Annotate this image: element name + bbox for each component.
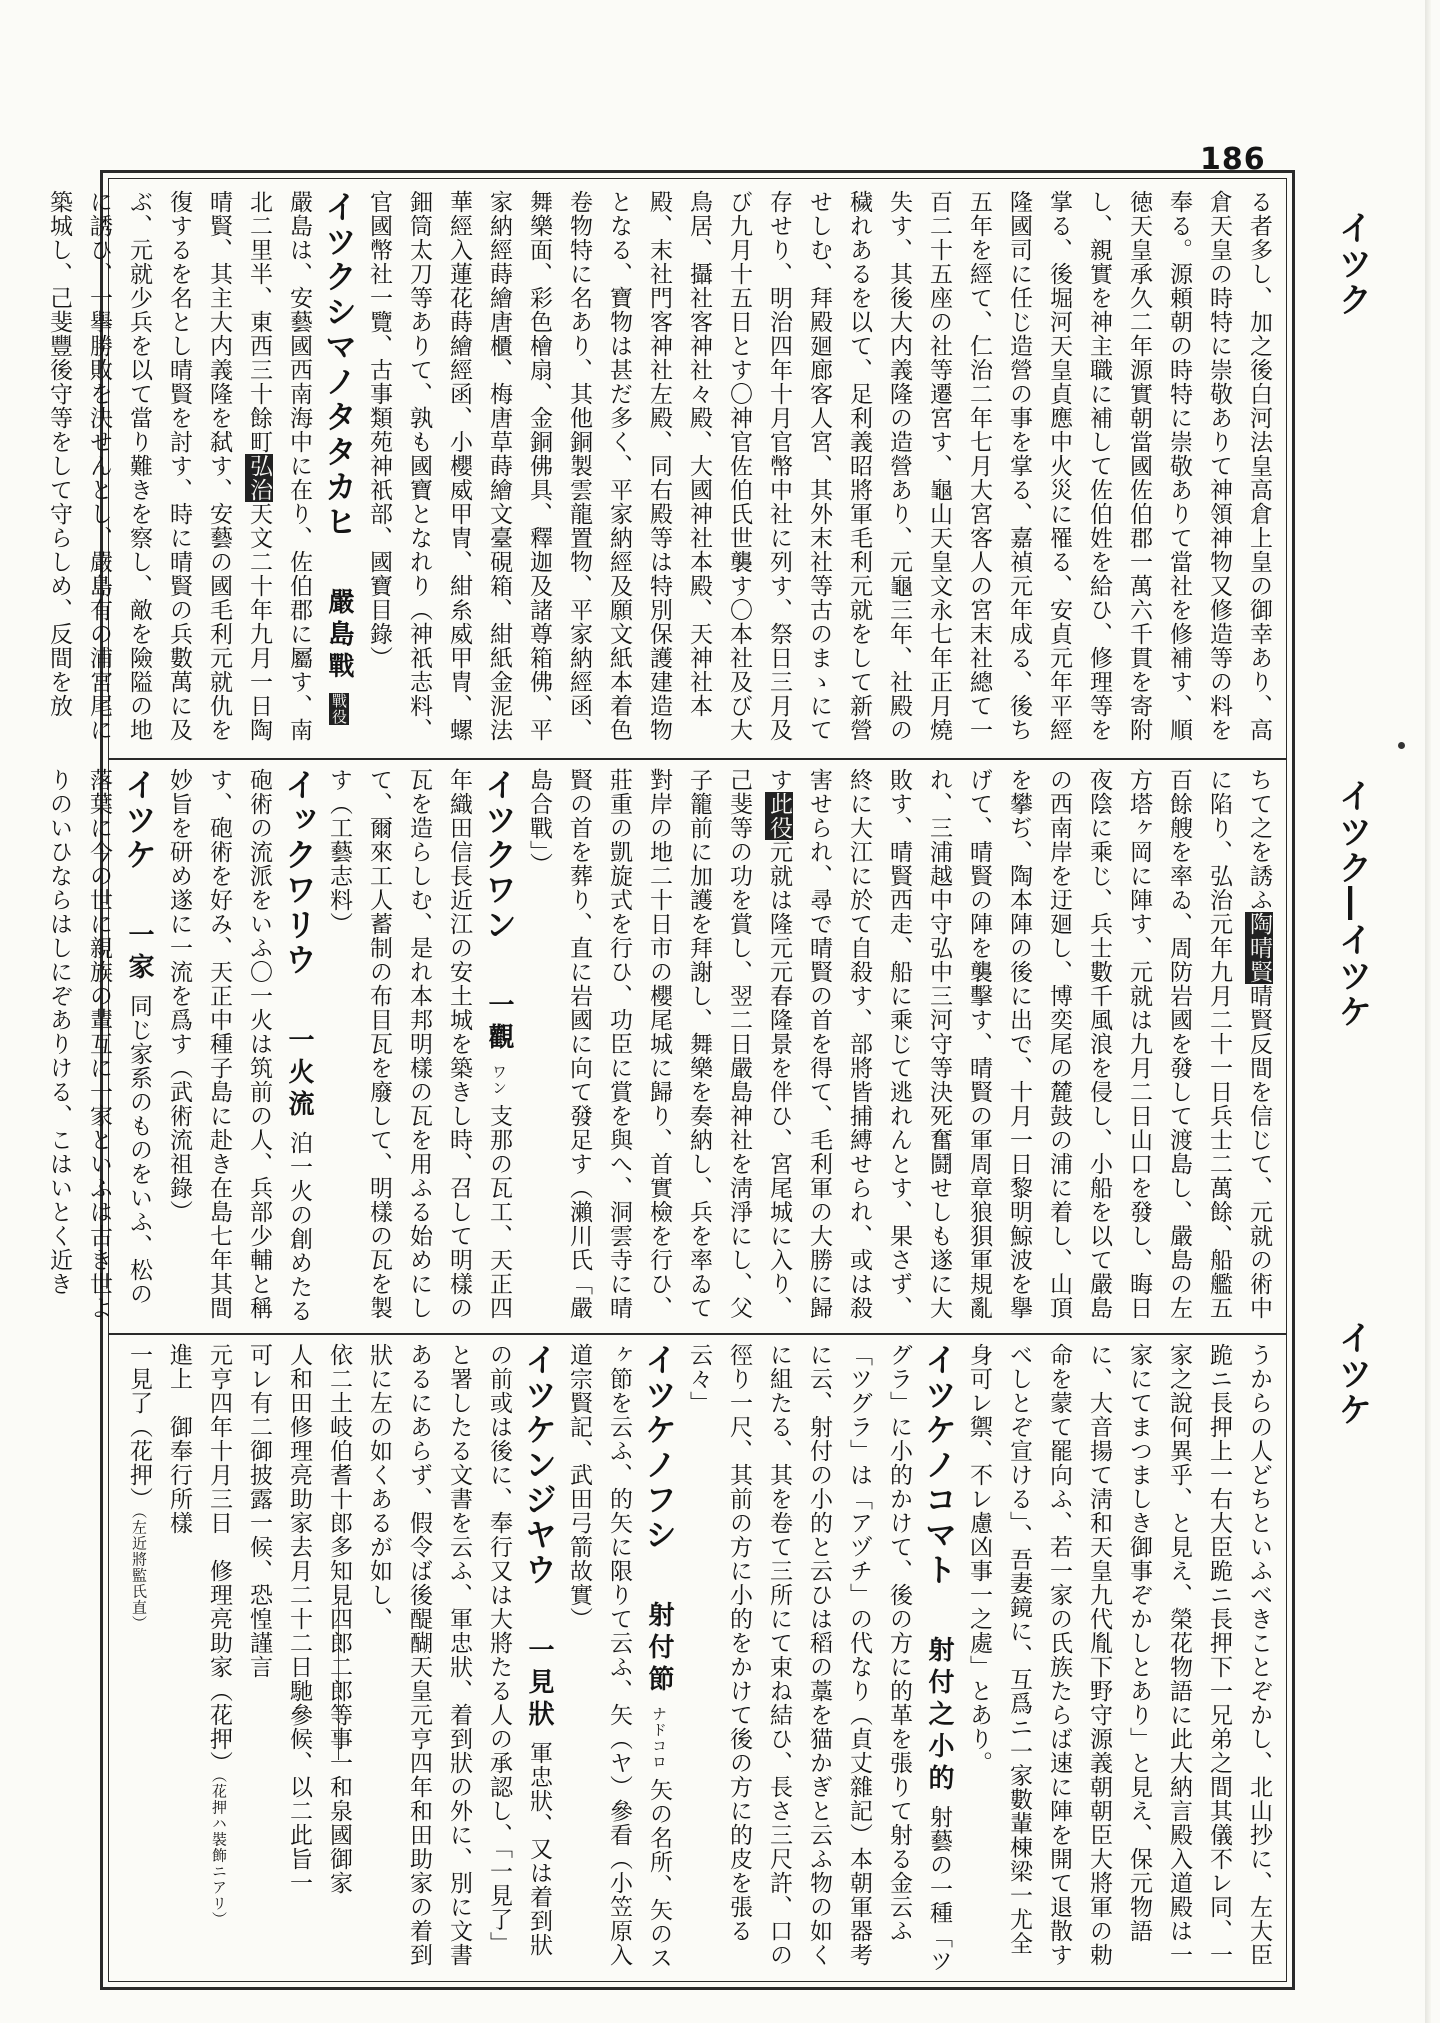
entry-kanji: 一觀 bbox=[484, 991, 514, 1056]
document-rule bbox=[338, 1600, 339, 1760]
page-number: 186 bbox=[1200, 142, 1266, 177]
running-head-bottom: イツケ bbox=[1332, 1320, 1372, 1428]
entry-headword: イツケ bbox=[120, 768, 158, 873]
entry-continuation: ちて之を誘ふ bbox=[1246, 768, 1272, 912]
band-divider-1 bbox=[108, 758, 1287, 760]
entry-kanji: 一火流 bbox=[284, 1026, 314, 1123]
quoted-document-line: 人和田修理亮助家去月二十二日馳參候、以二此旨一 bbox=[286, 1343, 312, 1895]
band-middle bbox=[46, 768, 1279, 1324]
entry-body: 軍忠狀、又は着到狀の前或は後に、奉行又は大將たる人の承認し、「一見了」と署したる文書を云ふ、軍忠狀、着到狀の外に、別に文書あるにあらず、假令ば後醍醐天皇元亨四年和田助家の着到狀に左の如くあるが如し、 bbox=[366, 1343, 552, 1967]
quoted-document-line: 一見了（花押） bbox=[126, 1343, 152, 1511]
band-divider-2 bbox=[108, 1333, 1287, 1335]
entry-kanji: 一見狀 bbox=[524, 1636, 554, 1733]
quoted-document-line: 元亨四年十月三日 修理亮助家（花押） bbox=[206, 1343, 232, 1775]
entry-kanji: 一家 bbox=[124, 921, 154, 986]
entry-kanji: 射付之小的 bbox=[924, 1636, 954, 1797]
margin-dot bbox=[1398, 742, 1405, 749]
ruby-note: ワン bbox=[490, 1063, 508, 1096]
page-edge-shadow bbox=[1425, 0, 1431, 2023]
entry-kanji: 射付節 bbox=[644, 1601, 674, 1698]
entry-continuation: る者多し、加之後白河法皇高倉上皇の御幸あり、高倉天皇の時特に崇敬ありて神領神物又修造等の料を奉る。源頼朝の時特に崇敬ありて當社を修補す、順徳天皇承久二年源實朝當國佐伯郡一萬六千貫を寄附し、親實を神主職に補して佐伯姓を給ひ、修理等を掌る、後堀河天皇貞應中火災に罹る、安貞元年平經隆國司に任じ造營の事を掌る、嘉禎元年成る、後ち五年を經て、仁治二年七月大宮客人の宮末社總て一百二十五座の社等遷宮す、龜山天皇文永七年正月燒失す、其後大内義隆の造營あり、元龜三年、社殿の穢れあるを以て、足利義昭將軍毛利元就をして新營せしむ、拜殿廻廊客人宮、其外末社等古のまゝにて存せり、明治四年十月官幣中社に列す、祭日三月及び九月十五日とす〇神官佐伯氏世襲す〇本社及び大鳥居、攝社客神社々殿、大國神社本殿、天神社本殿、末社門客神社左殿、同右殿等は特別保護建造物となる、寶物は甚だ多く、平家納經及願文紙本着色卷物特に名あり、其他銅製雲龍置物、平家納經函、舞樂面、彩色檜扇、金銅佛具、釋迦及諸尊箱佛、平家納經蒔繪唐櫃、梅唐草蒔繪文臺硯箱、紺紙金泥法華經入蓮花蒔繪經函、小櫻威甲冑、紺糸威甲冑、螺鈿筒太刀等ありて、孰も國寶となれり（神祇志料、官國幣社一覽、古事類苑神祇部、國寶目錄） bbox=[366, 190, 1272, 742]
inline-mark: 陶晴賢 bbox=[1246, 912, 1272, 984]
entry-body: 支那の瓦工、天正四年織田信長近江の安土城を築きし時、召して明樣の瓦を造らしむ、是れ本邦明樣の瓦を用ふる始めにして、爾來工人蓄制の布目瓦を廢して、明樣の瓦を製す（工藝志料） bbox=[326, 768, 512, 1320]
document-note: （左近將監氏直） bbox=[130, 1511, 148, 1632]
entry-body-rest: 天文二十年九月一日陶晴賢、其主大内義隆を弑す、安藝の國毛利元就仇を復するを名とし晴賢を討す、時に晴賢の兵數萬に及ぶ、元就少兵を以て當り難きを察し、敵を險隘の地に誘ひ、一擧勝敗を決せんとし、嚴島有の浦宮尾に築城し、己斐豐後守等をして守らしめ、反間を放 bbox=[46, 190, 272, 742]
entry-headword: イツケノフシ bbox=[640, 1343, 678, 1553]
entry-headword: イツケンジヤウ bbox=[520, 1343, 558, 1588]
inline-mark-b: 此役 bbox=[766, 792, 792, 840]
entry-continuation: うからの人どちといふべきことぞかし、北山抄に、左大臣跪ニ長押上一右大臣跪ニ長押下一兄弟之間其儀不レ同、一家之說何異乎、と見え、榮花物語に此大納言殿入道殿は一家にてまつましき御事ぞかしとあり」と見え、保元物語に、大音揚て淸和天皇九代胤下野守源義朝朝臣大將軍の勅命を蒙て罷向ふ、若一家の氏族たらば速に陣を開て退散すべしとぞ宣ける」、吾妻鏡に、互爲ニ一家數輩棟梁一尤全身可レ禦、不レ慮凶事一之處」とあり。 bbox=[966, 1343, 1272, 1967]
quoted-document-line: 可レ有二御披露一候、恐惶謹言 bbox=[246, 1343, 272, 1679]
entry-continuation-b: 晴賢反間を信じて、元就の術中に陷り、弘治元年九月二十一日兵士二萬餘、船艦五百餘艘を率ゐ、周防岩國を發して渡島し、嚴島の左方塔ヶ岡に陣す、元就は九月二日山口を發し、晦日夜陰に乘じ、兵士數千風浪を侵し、小船を以て嚴島の西南岸を迂廻し、博奕尾の麓鼓の浦に着し、山頂を攀ぢ、陶本陣の後に出で、十月一日黎明鯨波を擧げて、晴賢の陣を襲擊す、晴賢の軍周章狼狽軍規亂れ、三浦越中守弘中三河守等決死奮鬪せしも遂に大敗す、晴賢西走、船に乘じて逃れんとす、果さず、終に大江に於て自殺す、部將皆捕縛せられ、或は殺害せられ、尋で晴賢の首を得て、毛利軍の大勝に歸す bbox=[766, 768, 1272, 1320]
band-bottom bbox=[114, 1343, 1279, 1975]
entry-body: 泊一火の創めたる砲術の流派をいふ〇一火は筑前の人、兵部少輔と稱す、砲術を好み、天正中種子島に赴き在島七年其間妙旨を研め遂に一流を爲す（武術流祖錄） bbox=[166, 768, 312, 1323]
running-head-top: イツク bbox=[1332, 210, 1372, 318]
entry-headword: イツケノコマト bbox=[920, 1343, 958, 1588]
quoted-document-line: 進上 御奉行所樣 bbox=[166, 1343, 192, 1535]
running-head-middle: イツク―イツケ bbox=[1332, 778, 1372, 1030]
inline-mark: 弘治 bbox=[246, 454, 272, 502]
entry-body: 嚴島は、安藝國西南海中に在り、佐伯郡に屬す、南北二里半、東西三十餘町 bbox=[246, 190, 312, 742]
entry-body: 同じ家系のものをいふ、松の落葉に今の世に親族の輩互に一家といふは古き世よりのいひならはしにぞありける、こはいとく近き bbox=[46, 768, 152, 1320]
entry-body: 矢の名所、矢のスヶ節を云ふ、的矢に限りて云ふ、矢（ヤ）參看（小笠原入道宗賢記、武田弓箭故實） bbox=[566, 1343, 672, 1970]
entry-category-tag: 戰役 bbox=[330, 692, 348, 725]
entry-continuation-c: 元就は隆元元春隆景を伴ひ、宮尾城に入り、己斐等の功を賞し、翌二日嚴島神社を淸淨にし、父子籠前に加護を拜謝し、舞樂を奏納し、兵を率ゐて對岸の地二十日市の櫻尾城に歸り、首實檢を行ひ、莊重の凱旋式を行ひ、功臣に賞を與へ、洞雲寺に晴賢の首を葬り、直に岩國に向て發足す（瀨川氏「嚴島合戰」） bbox=[526, 768, 792, 1320]
band-top bbox=[46, 190, 1279, 750]
document-note: （花押ハ裝飾ニアリ） bbox=[210, 1775, 228, 1928]
ruby-note: ナドコロ bbox=[650, 1705, 668, 1770]
quoted-document-line: 依二土岐伯耆十郎多知見四郎二郎等事一和泉國御家 bbox=[326, 1343, 352, 1895]
entry-headword: イックワリウ bbox=[280, 768, 318, 978]
entry-body: 射藝の一種「ツグラ」に小的かけて、後の方に的革を張りて射る金云ふ「ツグラ」は「アヅチ」の代なり（貞丈雜記）本朝軍器考に云、射付の小的と云ひは稻の藁を猫かぎと云ふ物の如くに組たる、其を卷て三所にて束ね結ひ、長さ三尺許、口の徑り一尺、其前の方に小的をかけて後の方に的皮を張る云々」 bbox=[686, 1343, 952, 1973]
entry-headword: イツクシマノタタカヒ bbox=[320, 190, 358, 540]
entry-kanji: 嚴島戰 bbox=[324, 588, 354, 685]
entry-headword: イツクワン bbox=[480, 768, 518, 943]
